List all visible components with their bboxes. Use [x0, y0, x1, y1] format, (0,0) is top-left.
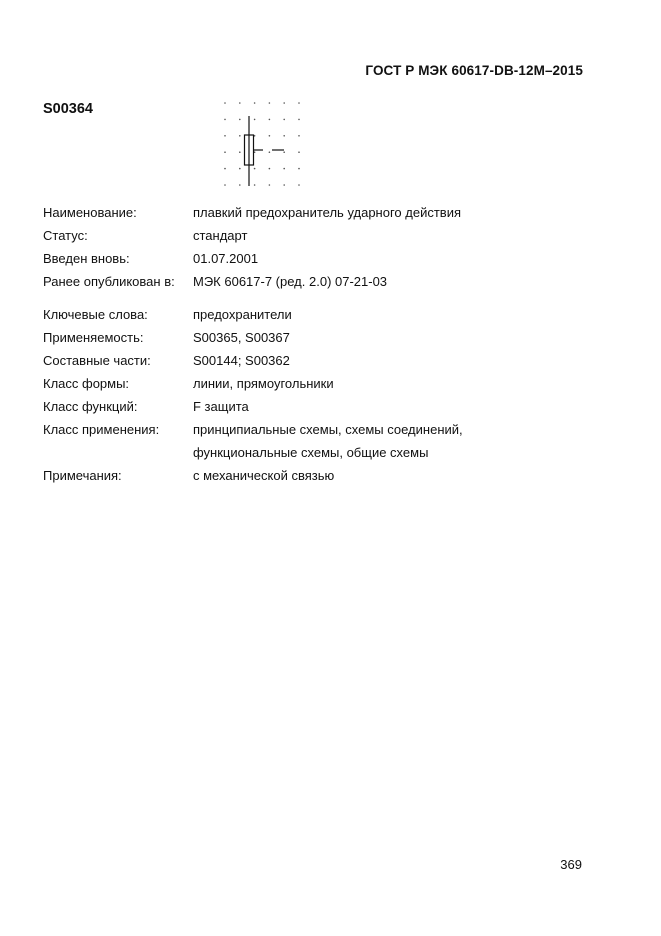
symbol-code: S00364: [43, 101, 93, 117]
grid-dot: [283, 102, 285, 104]
field-label: Применяемость:: [43, 330, 144, 345]
field-label: Ключевые слова:: [43, 307, 148, 322]
field-label: Составные части:: [43, 353, 151, 368]
grid-dot: [283, 168, 285, 170]
grid-dot: [269, 168, 271, 170]
grid-dot: [269, 135, 271, 137]
grid-dot: [298, 102, 300, 104]
field-value: 01.07.2001: [193, 251, 259, 266]
field-value: функциональные схемы, общие схемы: [193, 445, 429, 460]
grid-dot: [224, 151, 226, 153]
field-value: стандарт: [193, 228, 248, 243]
field-label: Класс формы:: [43, 376, 130, 391]
grid-dot: [298, 151, 300, 153]
grid-dot: [254, 168, 256, 170]
field-label: Класс применения:: [43, 422, 160, 437]
grid-dots: [224, 102, 300, 186]
field-value: с механической связью: [193, 468, 335, 483]
field-value: принципиальные схемы, схемы соединений,: [193, 422, 463, 437]
grid-dot: [224, 102, 226, 104]
grid-dot: [298, 135, 300, 137]
grid-dot: [239, 119, 241, 121]
document-header: ГОСТ Р МЭК 60617-DB-12M–2015: [365, 63, 583, 78]
page-number: 369: [560, 857, 582, 872]
grid-dot: [283, 151, 285, 153]
grid-dot: [298, 184, 300, 186]
grid-dot: [239, 102, 241, 104]
grid-dot: [283, 119, 285, 121]
impact-fuse-symbol-icon: [220, 98, 304, 190]
grid-dot: [224, 184, 226, 186]
field-value: S00365, S00367: [193, 330, 290, 345]
grid-dot: [224, 119, 226, 121]
grid-dot: [254, 119, 256, 121]
grid-dot: [269, 119, 271, 121]
grid-dot: [254, 102, 256, 104]
field-label: Примечания:: [43, 468, 122, 483]
grid-dot: [239, 135, 241, 137]
grid-dot: [239, 151, 241, 153]
grid-dot: [269, 184, 271, 186]
field-label: Наименование:: [43, 205, 137, 220]
fuse-drawing: [245, 116, 285, 186]
field-value: линии, прямоугольники: [193, 376, 334, 391]
grid-dot: [298, 168, 300, 170]
grid-dot: [283, 184, 285, 186]
grid-dot: [283, 135, 285, 137]
field-label: Класс функций:: [43, 399, 138, 414]
grid-dot: [239, 168, 241, 170]
field-value: МЭК 60617-7 (ред. 2.0) 07-21-03: [193, 274, 388, 289]
grid-dot: [269, 102, 271, 104]
grid-dot: [298, 119, 300, 121]
field-value: плавкий предохранитель ударного действия: [193, 205, 462, 220]
grid-dot: [269, 151, 271, 153]
grid-dot: [254, 184, 256, 186]
grid-dot: [224, 168, 226, 170]
grid-dot: [224, 135, 226, 137]
field-label: Введен вновь:: [43, 251, 130, 266]
field-value: S00144; S00362: [193, 353, 290, 368]
field-label: Ранее опубликован в:: [43, 274, 175, 289]
field-value: предохранители: [193, 307, 292, 322]
grid-dot: [239, 184, 241, 186]
field-label: Статус:: [43, 228, 88, 243]
field-value: F защита: [193, 399, 249, 414]
